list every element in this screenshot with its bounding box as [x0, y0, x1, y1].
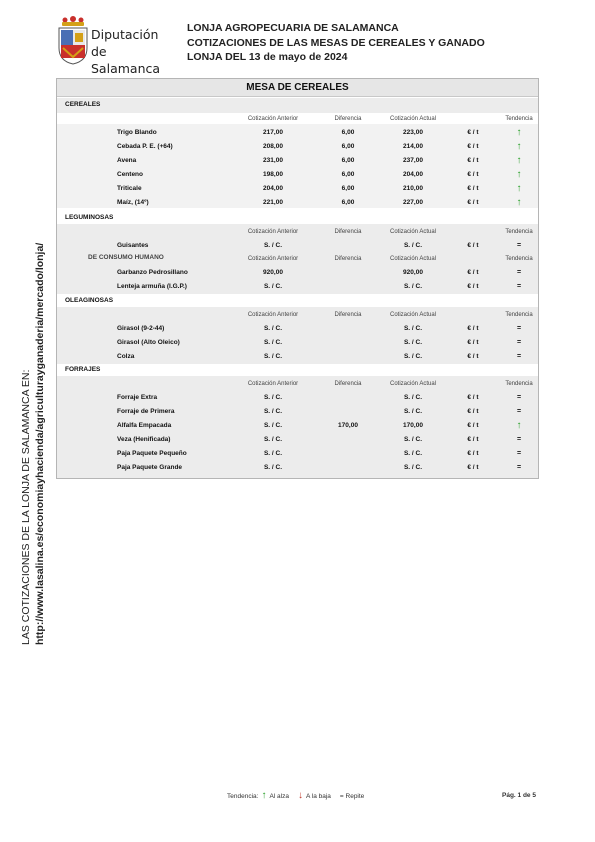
- section-title-leguminosas: LEGUMINOSAS: [65, 214, 114, 221]
- row-anterior: 920,00: [263, 269, 283, 276]
- section-band-cereales: [57, 98, 538, 113]
- row-unit: € / t: [467, 339, 479, 346]
- table-row: [57, 419, 538, 432]
- row-unit: € / t: [467, 394, 479, 401]
- row-actual: S. / C.: [403, 325, 423, 332]
- table-row: [57, 126, 538, 139]
- table-row: [57, 140, 538, 153]
- table-row: [57, 433, 538, 446]
- table-row: [57, 350, 538, 363]
- side-note: [19, 175, 47, 645]
- row-anterior: S. / C.: [263, 422, 283, 429]
- table-row: [57, 461, 538, 474]
- col-diferencia: Diferencia: [334, 380, 362, 387]
- equal-icon: =: [516, 394, 522, 401]
- row-anterior: S. / C.: [263, 339, 283, 346]
- equal-icon: =: [516, 339, 522, 346]
- col-actual: Cotización Actual: [389, 115, 437, 122]
- row-name: Lenteja armuña (I.G.P.): [117, 283, 187, 290]
- logo-text: [91, 26, 168, 77]
- row-diferencia: 6,00: [341, 199, 355, 206]
- row-anterior: S. / C.: [263, 436, 283, 443]
- column-header-row: [57, 310, 538, 319]
- row-name: Alfalfa Empacada: [117, 422, 172, 429]
- col-actual: Cotización Actual: [389, 380, 437, 387]
- row-anterior: 204,00: [263, 185, 283, 192]
- col-diferencia: Diferencia: [334, 255, 362, 262]
- row-name: Girasol (9-2-44): [117, 325, 165, 332]
- table-row: [57, 266, 538, 279]
- row-actual: S. / C.: [403, 242, 423, 249]
- trend-legend: [227, 791, 364, 801]
- logo-line-1: Diputación: [91, 27, 159, 42]
- arrow-up-icon: ↑: [516, 196, 522, 208]
- col-diferencia: Diferencia: [334, 311, 362, 318]
- row-diferencia: 6,00: [341, 129, 355, 136]
- row-unit: € / t: [467, 283, 479, 290]
- row-unit: € / t: [467, 185, 479, 192]
- equal-icon: =: [516, 283, 522, 290]
- row-actual: S. / C.: [403, 339, 423, 346]
- arrow-up-icon: ↑: [516, 126, 522, 138]
- row-anterior: S. / C.: [263, 394, 283, 401]
- diputacion-logo: [56, 13, 168, 76]
- row-unit: € / t: [467, 353, 479, 360]
- row-unit: € / t: [467, 325, 479, 332]
- row-diferencia: 170,00: [338, 422, 358, 429]
- header-line-3: LONJA DEL 13 de mayo de 2024: [187, 51, 348, 63]
- row-name: Garbanzo Pedrosillano: [117, 269, 188, 276]
- table-row: [57, 391, 538, 404]
- equal-icon: =: [516, 408, 522, 415]
- side-note-url[interactable]: http://www.lasalina.es/economiayhacienda/agriculturayganaderia/mercado/lonja/: [34, 242, 46, 645]
- section-title-oleaginosas: OLEAGINOSAS: [65, 297, 114, 304]
- row-anterior: 198,00: [263, 171, 283, 178]
- arrow-up-icon: ↑: [516, 168, 522, 180]
- row-name: Maíz, (14º): [117, 199, 149, 206]
- row-unit: € / t: [467, 242, 479, 249]
- table-row: [57, 182, 538, 195]
- row-actual: S. / C.: [403, 394, 423, 401]
- col-actual: Cotización Actual: [389, 255, 437, 262]
- equal-icon: =: [516, 242, 522, 249]
- row-anterior: 208,00: [263, 143, 283, 150]
- row-actual: 227,00: [403, 199, 423, 206]
- coat-of-arms-icon: [56, 15, 90, 65]
- column-header-row: [57, 254, 538, 263]
- row-name: Centeno: [117, 171, 143, 178]
- col-anterior: Cotización Anterior: [247, 380, 299, 387]
- row-name: Avena: [117, 157, 137, 164]
- col-anterior: Cotización Anterior: [247, 311, 299, 318]
- col-tendencia: Tendencia: [505, 115, 533, 122]
- row-unit: € / t: [467, 143, 479, 150]
- table-row: [57, 154, 538, 167]
- arrow-up-icon: ↑: [516, 182, 522, 194]
- header-line-1: LONJA AGROPECUARIA DE SALAMANCA: [187, 22, 399, 34]
- row-actual: S. / C.: [403, 408, 423, 415]
- row-unit: € / t: [467, 157, 479, 164]
- row-name: Paja Paquete Grande: [117, 464, 183, 471]
- equal-icon: =: [516, 436, 522, 443]
- row-actual: S. / C.: [403, 464, 423, 471]
- side-note-line-1: LAS COTIZACIONES DE LA LONJA DE SALAMANCA EN:: [20, 369, 32, 645]
- row-name: Guisantes: [117, 242, 149, 249]
- row-actual: S. / C.: [403, 353, 423, 360]
- row-unit: € / t: [467, 436, 479, 443]
- row-anterior: S. / C.: [263, 325, 283, 332]
- row-actual: 204,00: [403, 171, 423, 178]
- legend-equal: = Repite: [339, 792, 365, 800]
- row-unit: € / t: [467, 129, 479, 136]
- col-anterior: Cotización Anterior: [247, 228, 299, 235]
- row-anterior: S. / C.: [263, 242, 283, 249]
- row-actual: 237,00: [403, 157, 423, 164]
- section-title-cereales: CEREALES: [65, 101, 101, 108]
- equal-icon: =: [516, 353, 522, 360]
- row-actual: 223,00: [403, 129, 423, 136]
- row-anterior: S. / C.: [263, 450, 283, 457]
- table-row: [57, 336, 538, 349]
- col-diferencia: Diferencia: [334, 228, 362, 235]
- row-diferencia: 6,00: [341, 143, 355, 150]
- row-anterior: S. / C.: [263, 464, 283, 471]
- row-anterior: S. / C.: [263, 408, 283, 415]
- arrow-up-icon: ↑: [516, 419, 522, 431]
- row-anterior: 231,00: [263, 157, 283, 164]
- header-line-2: COTIZACIONES DE LAS MESAS DE CEREALES Y GANADO: [187, 36, 485, 49]
- arrow-down-icon: ↓: [297, 790, 303, 801]
- row-unit: € / t: [467, 464, 479, 471]
- row-name: Triticale: [117, 185, 142, 192]
- row-name: Veza (Henificada): [117, 436, 171, 443]
- row-anterior: 221,00: [263, 199, 283, 206]
- legend-down: A la baja: [305, 792, 331, 800]
- row-name: Trigo Blando: [117, 129, 157, 136]
- row-name: Forraje Extra: [117, 394, 158, 401]
- row-actual: S. / C.: [403, 283, 423, 290]
- column-header-row: [57, 114, 538, 123]
- row-actual: S. / C.: [403, 450, 423, 457]
- page-number: Pág. 1 de 5: [502, 792, 536, 799]
- legend-label: Tendencia:: [227, 792, 259, 800]
- document-header: [187, 21, 485, 65]
- col-tendencia: Tendencia: [505, 311, 533, 318]
- equal-icon: =: [516, 325, 522, 332]
- subsection-title: DE CONSUMO HUMANO: [88, 254, 164, 261]
- row-unit: € / t: [467, 171, 479, 178]
- row-actual: S. / C.: [403, 436, 423, 443]
- col-actual: Cotización Actual: [389, 311, 437, 318]
- column-header-row: [57, 227, 538, 236]
- column-header-row: [57, 379, 538, 388]
- col-tendencia: Tendencia: [505, 380, 533, 387]
- col-actual: Cotización Actual: [389, 228, 437, 235]
- row-name: Forraje de Primera: [117, 408, 175, 415]
- col-tendencia: Tendencia: [505, 255, 533, 262]
- legend-up: Al alza: [269, 792, 289, 800]
- table-row: [57, 196, 538, 209]
- row-diferencia: 6,00: [341, 185, 355, 192]
- equal-icon: =: [516, 450, 522, 457]
- cereal-table: [56, 78, 539, 479]
- row-actual: 920,00: [403, 269, 423, 276]
- row-anterior: S. / C.: [263, 283, 283, 290]
- row-name: Colza: [117, 353, 135, 360]
- col-anterior: Cotización Anterior: [247, 115, 299, 122]
- row-name: Paja Paquete Pequeño: [117, 450, 187, 457]
- logo-line-2: de Salamanca: [91, 44, 161, 76]
- row-actual: 210,00: [403, 185, 423, 192]
- arrow-up-icon: ↑: [516, 154, 522, 166]
- row-unit: € / t: [467, 269, 479, 276]
- equal-icon: =: [516, 269, 522, 276]
- table-row: [57, 280, 538, 293]
- row-anterior: 217,00: [263, 129, 283, 136]
- row-actual: 214,00: [403, 143, 423, 150]
- row-diferencia: 6,00: [341, 157, 355, 164]
- table-title: MESA DE CEREALES: [57, 79, 538, 97]
- row-unit: € / t: [467, 422, 479, 429]
- row-name: Girasol (Alto Oleico): [117, 339, 180, 346]
- col-tendencia: Tendencia: [505, 228, 533, 235]
- row-anterior: S. / C.: [263, 353, 283, 360]
- row-unit: € / t: [467, 450, 479, 457]
- col-anterior: Cotización Anterior: [247, 255, 299, 262]
- col-diferencia: Diferencia: [334, 115, 362, 122]
- row-unit: € / t: [467, 408, 479, 415]
- table-row: [57, 405, 538, 418]
- row-actual: 170,00: [403, 422, 423, 429]
- equal-icon: =: [516, 464, 522, 471]
- table-row: [57, 322, 538, 335]
- arrow-up-icon: ↑: [516, 140, 522, 152]
- table-row: [57, 239, 538, 252]
- table-row: [57, 168, 538, 181]
- row-diferencia: 6,00: [341, 171, 355, 178]
- arrow-up-icon: ↑: [261, 790, 267, 801]
- table-row: [57, 447, 538, 460]
- row-name: Cebada P. E. (+64): [117, 143, 173, 150]
- row-unit: € / t: [467, 199, 479, 206]
- section-title-forrajes: FORRAJES: [65, 366, 101, 373]
